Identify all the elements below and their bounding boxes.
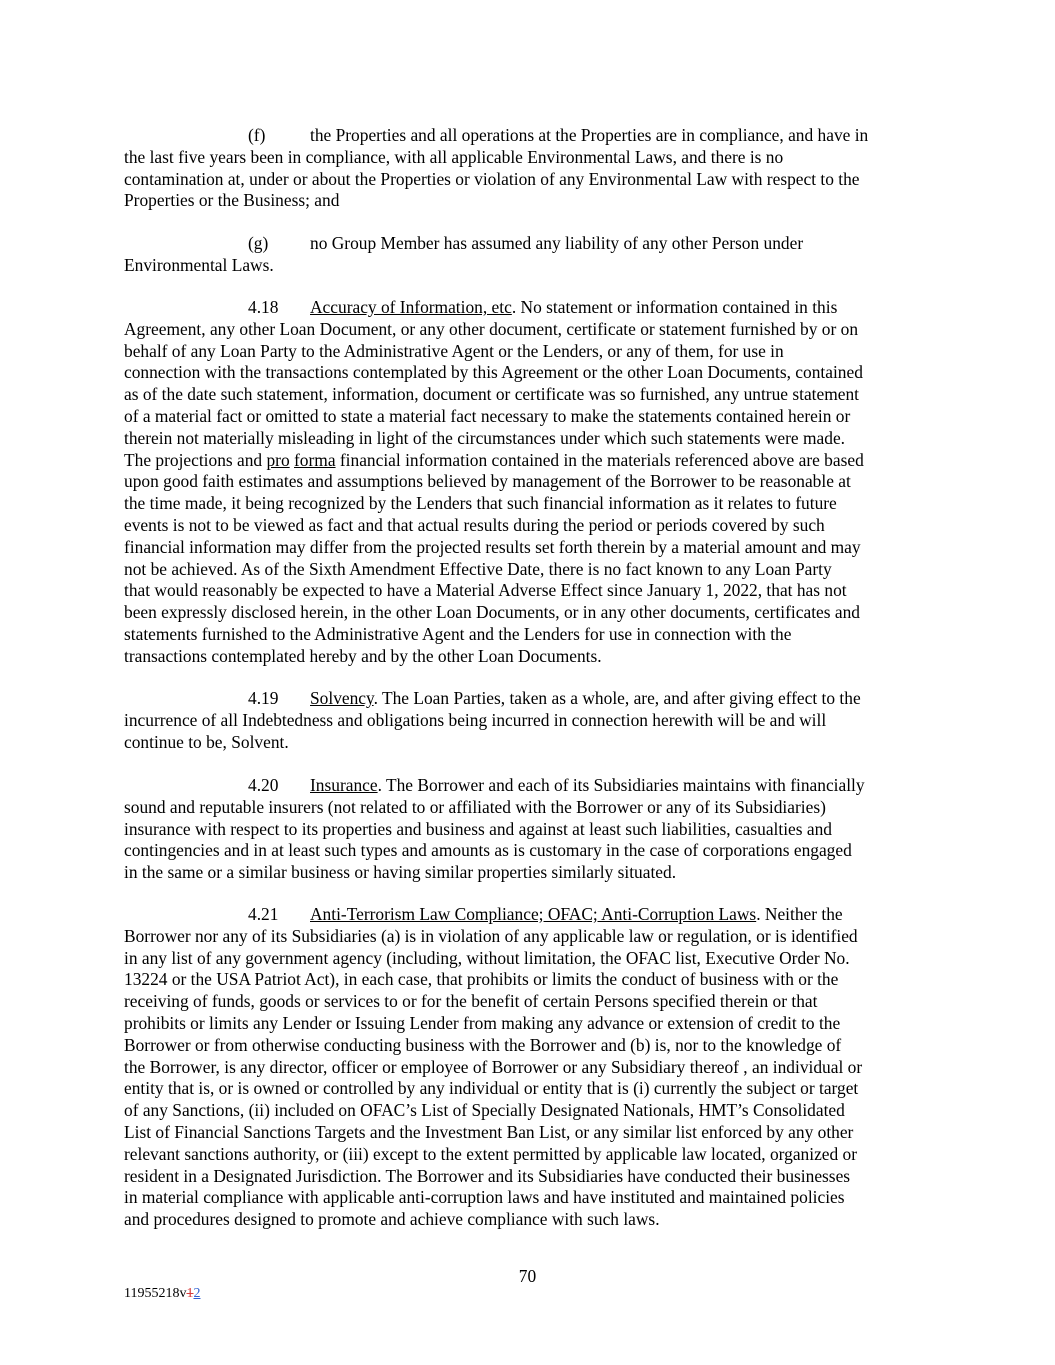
- section-4-18: 4.18 Accuracy of Information, etc. No statement or information contained in this Agreement, any other Loan Document, or any other document, certificate or statement furnished by or on behalf of any Loan Party to the Administrative Agent or the Lenders, or any of them, for use in connection with the transactions contemplated by this Agreement or the other Loan Documents, contained as of the date such statement, information, document or certificate was so furnished, any untrue statement of a material fact or omitted to state a material fact necessary to make the statements contained herein or therein not materially misleading in light of the circumstances under which such statements were made. The projections and pro forma financial information contained in the materials referenced above are based upon good faith estimates and assumptions believed by management of the Borrower to be reasonable at the time made, it being recognized by the Lenders that such financial information as it relates to future events is not to be viewed as fact and that actual results during the period or periods covered by such financial information may differ from the projected results set forth therein by a material amount and may not be achieved. As of the Sixth Amendment Effective Date, there is no fact known to any Loan Party that would reasonably be expected to have a Material Adverse Effect since January 1, 2022, that has not been expressly disclosed herein, in the other Loan Documents, or in any other documents, certificates and statements furnished to the Administrative Agent and the Lenders for use in connection with the transactions contemplated hereby and by the other Loan Documents.: [124, 297, 864, 666]
- section-heading: Insurance: [310, 775, 378, 795]
- page-number: 70: [518, 1266, 537, 1286]
- section-number: 4.18: [248, 297, 279, 317]
- paragraph-f: (f) the Properties and all operations at the Properties are in compliance, and have in the last five years been in compliance, with all applicable Environmental Laws, and there is no contamination at, under or about the Properties or violation of any Environmental Law with respect to the Properties or the Business; and: [124, 125, 869, 211]
- section-heading: Anti-Terrorism Law Compliance; OFAC; Anti-Corruption Laws: [310, 904, 757, 924]
- section-number: 4.19: [248, 688, 279, 708]
- section-4-20: 4.20 Insurance. The Borrower and each of its Subsidiaries maintains with financially sound and reputable insurers (not related to or affiliated with the Borrower or any of its Subsidiaries) insurance with respect to its properties and business and against at least such liabilities, casualties and contingencies and in at least such types and amounts as is customary in the case of corporations engaged in the same or a similar business or having similar properties similarly situated.: [124, 775, 865, 883]
- document-id: 11955218v12: [124, 1286, 201, 1301]
- paragraph-label: (f): [248, 125, 266, 145]
- section-4-19: 4.19 Solvency. The Loan Parties, taken as a whole, are, and after giving effect to the incurrence of all Indebtedness and obligations being incurred in connection herewith will be and will continue to be, Solvent.: [124, 688, 861, 752]
- paragraph-g: (g) no Group Member has assumed any liability of any other Person under Environmental Laws.: [124, 233, 804, 275]
- paragraph-label: (g): [248, 233, 269, 253]
- inserted-revision: 2: [193, 1286, 201, 1301]
- section-number: 4.21: [248, 904, 279, 924]
- section-heading: Solvency: [310, 688, 374, 708]
- section-4-21: 4.21 Anti-Terrorism Law Compliance; OFAC; Anti-Corruption Laws. Neither the Borrower nor any of its Subsidiaries (a) is in violation of any applicable law or regulation, or is identified in any list of any government agency (including, without limitation, the OFAC list, Executive Order No. 13224 or the USA Patriot Act), in each case, that prohibits or limits the conduct of business with or the receiving of funds, goods or services to or for the benefit of certain Persons specified therein or that prohibits or limits any Lender or Issuing Lender from making any advance or extension of credit to the Borrower or from otherwise conducting business with the Borrower and (b) is, nor to the knowledge of the Borrower, is any director, officer or employee of Borrower or any Subsidiary thereof , an individual or entity that is, or is owned or controlled by any individual or entity that is (i) currently the subject or target of any Sanctions, (ii) included on OFAC’s List of Specially Designated Nationals, HMT’s Consolidated List of Financial Sanctions Targets and the Investment Ban List, or any similar list enforced by any other relevant sanctions authority, or (iii) except to the extent permitted by applicable law located, organized or resident in a Designated Jurisdiction. The Borrower and its Subsidiaries have conducted their businesses in material compliance with applicable anti-corruption laws and have instituted and maintained policies and procedures designed to promote and achieve compliance with such laws.: [124, 904, 863, 1230]
- section-number: 4.20: [248, 775, 279, 795]
- section-heading: Accuracy of Information, etc: [310, 297, 512, 317]
- deleted-revision: 1: [186, 1286, 194, 1301]
